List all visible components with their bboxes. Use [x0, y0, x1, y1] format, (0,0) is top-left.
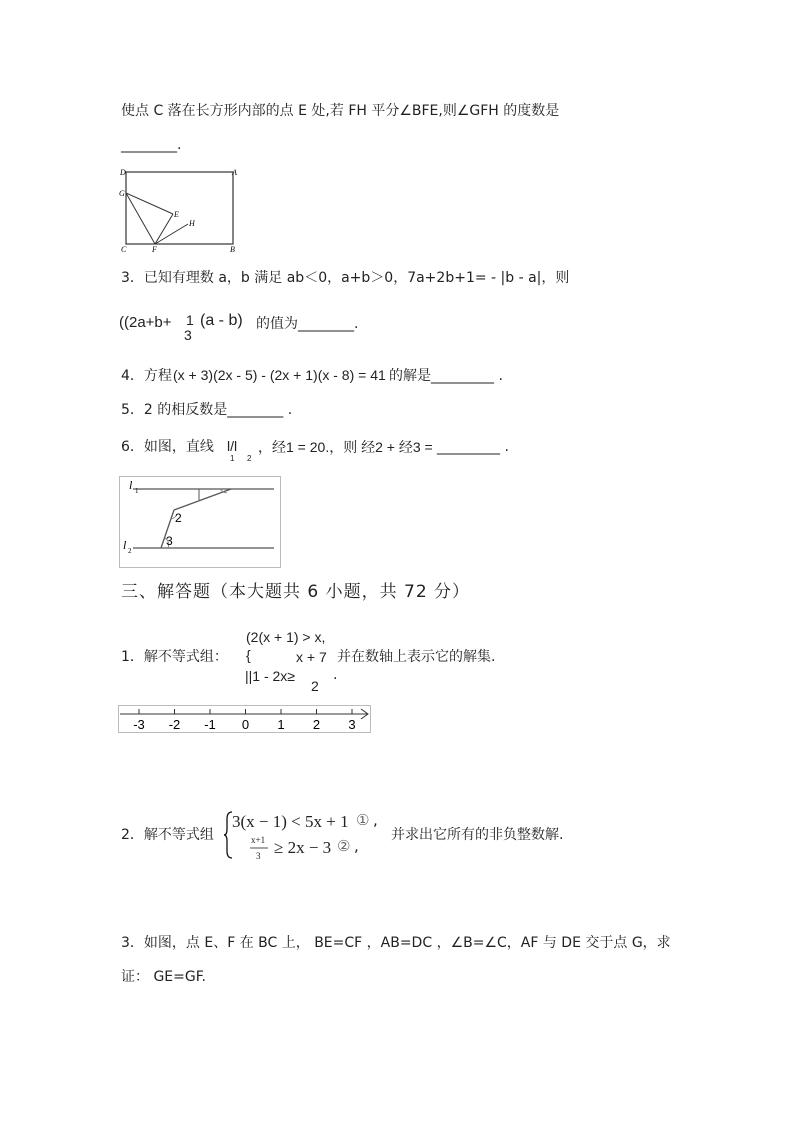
label-D: D	[120, 168, 126, 177]
intro-line: 使点 C 落在长方形内部的点 E 处,若 FH 平分∠BFE,则∠GFH 的度数是	[121, 103, 560, 119]
s1-frac-top: x + 7	[296, 649, 327, 665]
s2-ineq2: ≥ 2x − 3	[274, 838, 332, 857]
s2-comma1: ,	[373, 811, 378, 829]
s2-frac-bar	[250, 847, 268, 849]
s2-frac-bottom: 3	[256, 851, 261, 861]
label-H: H	[189, 219, 195, 228]
label-G: G	[119, 189, 125, 198]
q6-lines: l/l	[227, 438, 238, 454]
label-F: F	[152, 245, 157, 252]
rectangle-fold-figure	[118, 166, 248, 252]
s1-dot: .	[333, 667, 338, 683]
label-E: E	[174, 210, 179, 219]
q4-equation: (x + 3)(2x - 5) - (2x + 1)(x - 8) = 41	[173, 367, 386, 383]
s1-text: 并在数轴上表示它的解集.	[337, 649, 496, 665]
q6-mid: ，经1 = 20.，则 经2 + 经3 =	[258, 439, 433, 455]
label-l1-sub: 1	[135, 487, 139, 495]
q6-blank: _________ .	[437, 439, 509, 455]
s1-label: 1．解不等式组：	[121, 649, 228, 665]
parallel-lines-figure	[119, 476, 281, 568]
q3-tail: 的值为________.	[256, 316, 359, 332]
q3-frac-bottom: 3	[184, 327, 192, 343]
q4-prefix: 4．方程	[121, 368, 172, 384]
number-line-tick-label: 2	[312, 717, 321, 732]
section-heading: 三、解答题（本大题共 6 小题，共 72 分）	[121, 582, 471, 602]
number-line	[118, 705, 374, 733]
s2-mark2: ②	[337, 837, 351, 855]
s2-mark1: ①	[356, 811, 370, 829]
number-line-tick-label: 0	[241, 717, 250, 732]
s2-text: 并求出它所有的非负整数解.	[391, 827, 564, 843]
s2-label: 2．解不等式组	[121, 827, 214, 843]
q5-text: 5．2 的相反数是________ .	[121, 402, 293, 418]
number-line-tick-label: 3	[348, 717, 356, 732]
angle-3-label: 3	[166, 534, 173, 548]
s2-frac-top: x+1	[251, 835, 266, 845]
s2-ineq1: 3(x − 1) < 5x + 1	[232, 812, 349, 831]
label-l1: l	[129, 478, 133, 492]
label-C: C	[121, 245, 127, 252]
q3-expr-right: (a - b)	[200, 312, 243, 329]
label-A: A	[232, 168, 237, 177]
label-B: B	[230, 245, 235, 252]
q3-expr-left: ((2a+b+	[119, 314, 172, 331]
s1-ineq1: (2(x + 1) > x,	[246, 629, 326, 645]
s1-brace: {	[246, 647, 251, 663]
q3-frac-top: 1	[186, 312, 194, 328]
label-l2: l	[123, 538, 127, 552]
q6-prefix: 6．如图，直线	[121, 439, 214, 455]
s3-line1: 3．如图，点 E、F 在 BC 上， BE=CF ，AB=DC ，∠B=∠C，AF 与 DE 交于点 G，求	[121, 935, 671, 951]
angle-2-label: 2	[175, 511, 182, 525]
s1-frac-bottom: 2	[311, 678, 319, 694]
q4-suffix: 的解是_________ .	[389, 368, 503, 384]
number-line-tick-label: -2	[168, 717, 181, 732]
s3-line2: 证： GE=GF.	[121, 969, 206, 985]
q3-line1: 3．已知有理数 a，b 满足 ab＜0，a+b＞0，7a+2b+1= - |b - a|，则	[121, 270, 570, 286]
s1-ineq2: ||1 - 2x≥	[245, 668, 295, 684]
number-line-tick-label: -3	[133, 717, 145, 732]
q6-sub1: 1	[230, 454, 235, 463]
s2-comma2: ,	[354, 837, 359, 855]
number-line-tick-label: -1	[204, 717, 216, 732]
number-line-tick-label: 1	[277, 717, 285, 732]
intro-blank: ________.	[121, 137, 182, 153]
q6-sub2: 2	[247, 454, 252, 463]
label-l2-sub: 2	[128, 547, 132, 555]
